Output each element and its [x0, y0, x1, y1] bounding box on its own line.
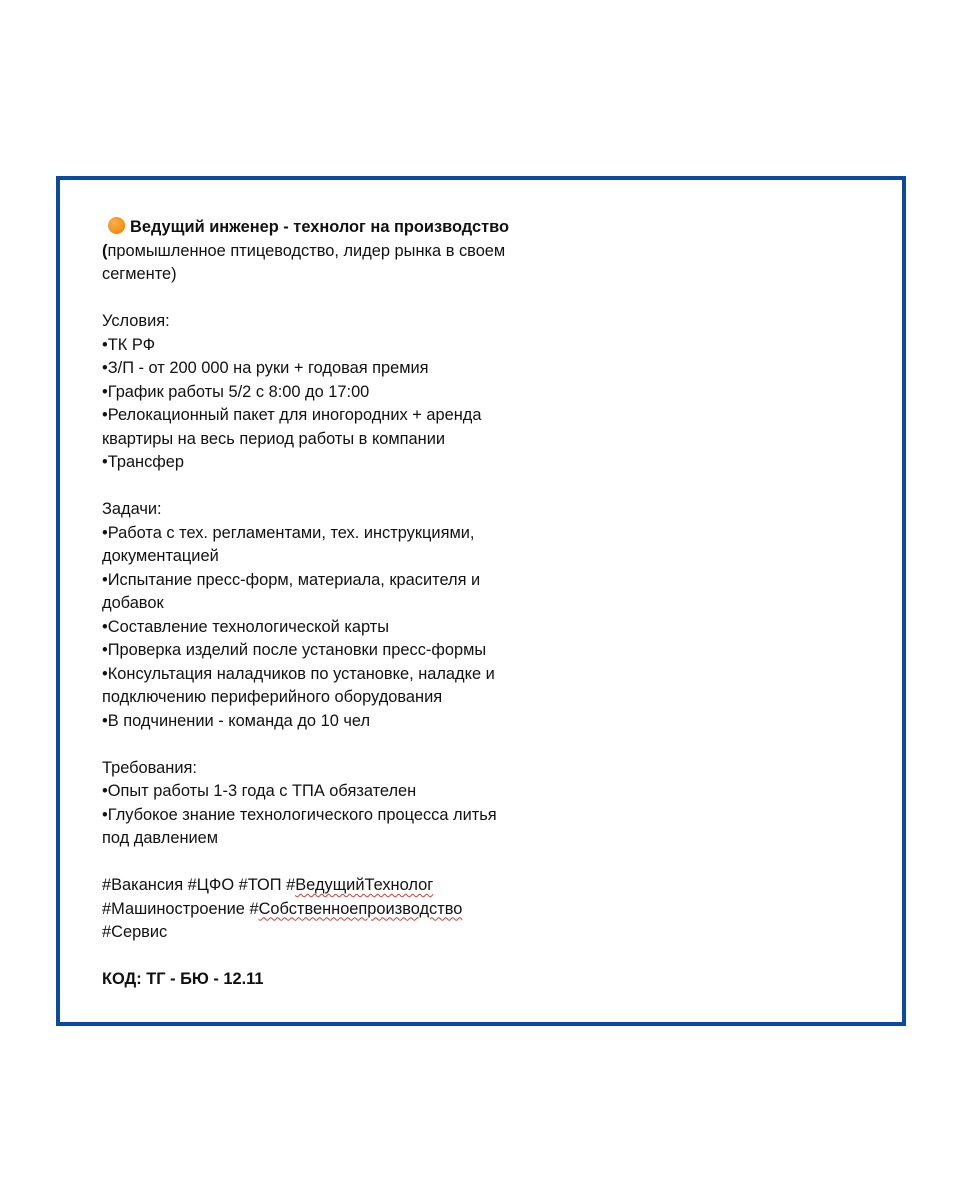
tasks-item: добавок [102, 594, 164, 612]
orange-circle-icon [108, 217, 125, 234]
tasks-item: •Испытание пресс-форм, материала, красителя и [102, 570, 481, 589]
vacancy-title: Ведущий инженер - технолог на производство [130, 218, 510, 236]
tasks-heading: Задачи: [102, 500, 162, 518]
vacancy-code: КОД: ТГ - БЮ - 12.11 [102, 970, 264, 988]
hashtags-line-2: #Машиностроение #Собственноепроизводство [102, 899, 463, 918]
hashtag-vedushchiy-tekhnolog: ВедущийТехнолог [295, 876, 434, 894]
conditions-heading: Условия: [102, 312, 170, 330]
tasks-item: •В подчинении - команда до 10 чел [102, 711, 371, 730]
vacancy-subtitle-line-2: сегменте) [102, 265, 177, 283]
vacancy-text [102, 216, 562, 992]
conditions-item: •Трансфер [102, 453, 185, 471]
tasks-item: •Составление технологической карты [102, 617, 390, 636]
conditions-item: •График работы 5/2 с 8:00 до 17:00 [102, 382, 370, 401]
hashtag-sobstvennoe-proizvodstvo: Собственноепроизводство [258, 899, 463, 918]
vacancy-subtitle-line-1: (промышленное птицеводство, лидер рынка в своем [102, 241, 506, 260]
requirements-item: •Опыт работы 1-3 года с ТПА обязателен [102, 782, 417, 800]
vacancy-title-line [102, 216, 562, 240]
spacer [102, 945, 562, 969]
requirements-heading: Требования: [102, 758, 197, 777]
conditions-item: квартиры на весь период работы в компании [102, 429, 446, 448]
spacer [102, 851, 562, 875]
conditions-item: •Релокационный пакет для иногородних + аренда [102, 406, 482, 424]
tasks-item: •Работа с тех. регламентами, тех. инструкциями, [102, 523, 475, 542]
tasks-item: •Консультация наладчиков по установке, наладке и [102, 664, 495, 683]
requirements-item: •Глубокое знание технологического процесса литья [102, 805, 497, 824]
hashtags-line-1: #Вакансия #ЦФО #ТОП #ВедущийТехнолог [102, 876, 434, 894]
tasks-item: •Проверка изделий после установки пресс-формы [102, 641, 487, 659]
spacer [102, 287, 562, 311]
tasks-item: документацией [102, 547, 219, 565]
conditions-item: •З/П - от 200 000 на руки + годовая премия [102, 359, 429, 377]
spacer [102, 733, 562, 757]
hashtags-line-3: #Сервис [102, 923, 168, 941]
tasks-item: подключению периферийного оборудования [102, 688, 443, 706]
vacancy-card [56, 176, 906, 1026]
requirements-item: под давлением [102, 829, 219, 847]
spacer [102, 475, 562, 499]
conditions-item: •ТК РФ [102, 335, 156, 354]
